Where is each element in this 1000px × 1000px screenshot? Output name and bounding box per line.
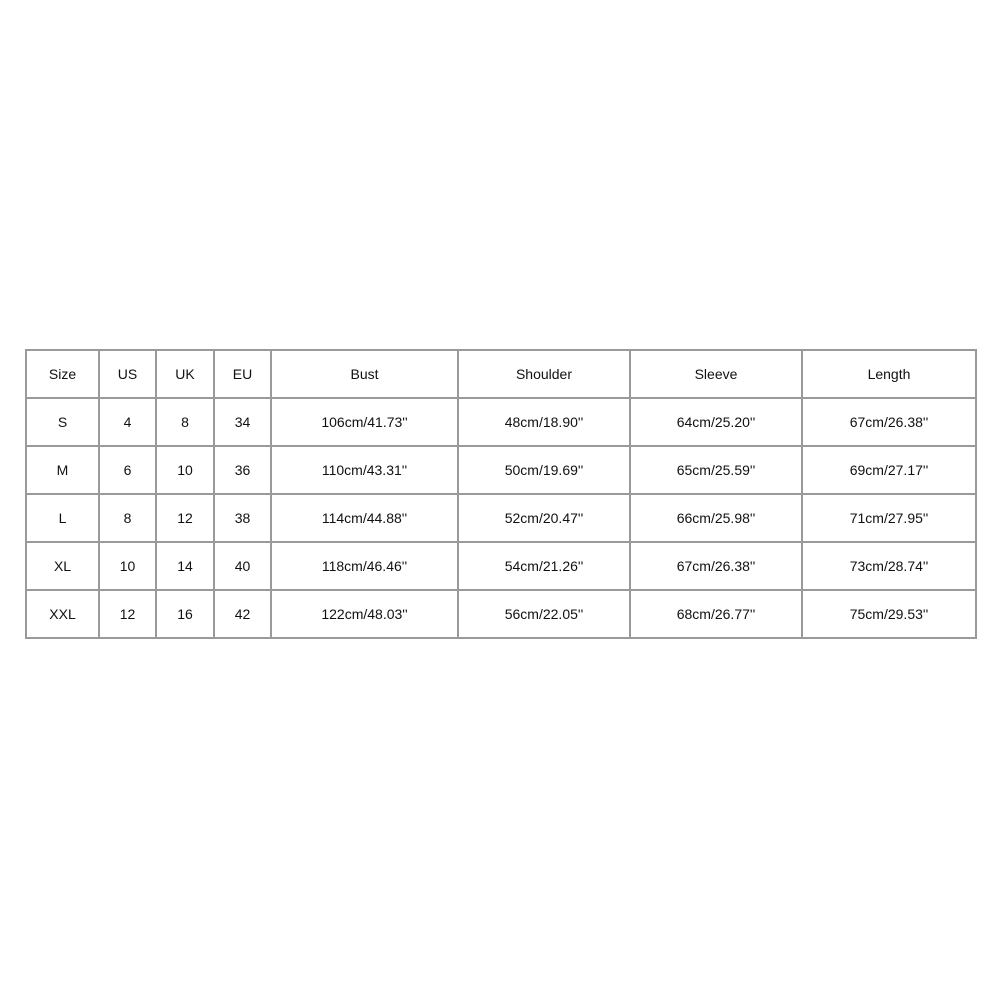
header-bust: Bust [271, 350, 458, 398]
header-length: Length [802, 350, 976, 398]
table-cell: 75cm/29.53'' [802, 590, 976, 638]
table-cell: 50cm/19.69'' [458, 446, 630, 494]
table-cell: 8 [99, 494, 156, 542]
table-cell: 48cm/18.90'' [458, 398, 630, 446]
table-cell: 114cm/44.88'' [271, 494, 458, 542]
table-cell: 73cm/28.74'' [802, 542, 976, 590]
table-cell: 12 [156, 494, 214, 542]
header-row [26, 350, 976, 398]
table-cell: S [26, 398, 99, 446]
table-cell: 4 [99, 398, 156, 446]
table-cell: 66cm/25.98'' [630, 494, 802, 542]
table-cell: 68cm/26.77'' [630, 590, 802, 638]
table-cell: M [26, 446, 99, 494]
table-cell: XXL [26, 590, 99, 638]
table-cell: 69cm/27.17'' [802, 446, 976, 494]
table-cell: 10 [99, 542, 156, 590]
table-cell: 52cm/20.47'' [458, 494, 630, 542]
table-cell: 110cm/43.31'' [271, 446, 458, 494]
table-cell: 16 [156, 590, 214, 638]
table-cell: 34 [214, 398, 271, 446]
table-cell: 40 [214, 542, 271, 590]
table-cell: L [26, 494, 99, 542]
table-cell: 42 [214, 590, 271, 638]
table-cell: 38 [214, 494, 271, 542]
table-cell: 106cm/41.73'' [271, 398, 458, 446]
header-sleeve: Sleeve [630, 350, 802, 398]
table-cell: 67cm/26.38'' [802, 398, 976, 446]
table-cell: 122cm/48.03'' [271, 590, 458, 638]
table-cell: 54cm/21.26'' [458, 542, 630, 590]
table-cell: 64cm/25.20'' [630, 398, 802, 446]
size-chart-table [25, 349, 977, 639]
table-cell: 12 [99, 590, 156, 638]
table-row [26, 494, 976, 542]
table-row [26, 590, 976, 638]
table-cell: 71cm/27.95'' [802, 494, 976, 542]
table-cell: XL [26, 542, 99, 590]
header-eu: EU [214, 350, 271, 398]
table-cell: 65cm/25.59'' [630, 446, 802, 494]
header-shoulder: Shoulder [458, 350, 630, 398]
table-row [26, 446, 976, 494]
table-row [26, 398, 976, 446]
table-cell: 10 [156, 446, 214, 494]
table-cell: 118cm/46.46'' [271, 542, 458, 590]
table-cell: 8 [156, 398, 214, 446]
size-chart [25, 349, 975, 639]
header-uk: UK [156, 350, 214, 398]
table-cell: 67cm/26.38'' [630, 542, 802, 590]
table-row [26, 542, 976, 590]
header-us: US [99, 350, 156, 398]
table-cell: 6 [99, 446, 156, 494]
table-cell: 14 [156, 542, 214, 590]
header-size: Size [26, 350, 99, 398]
table-cell: 56cm/22.05'' [458, 590, 630, 638]
table-cell: 36 [214, 446, 271, 494]
